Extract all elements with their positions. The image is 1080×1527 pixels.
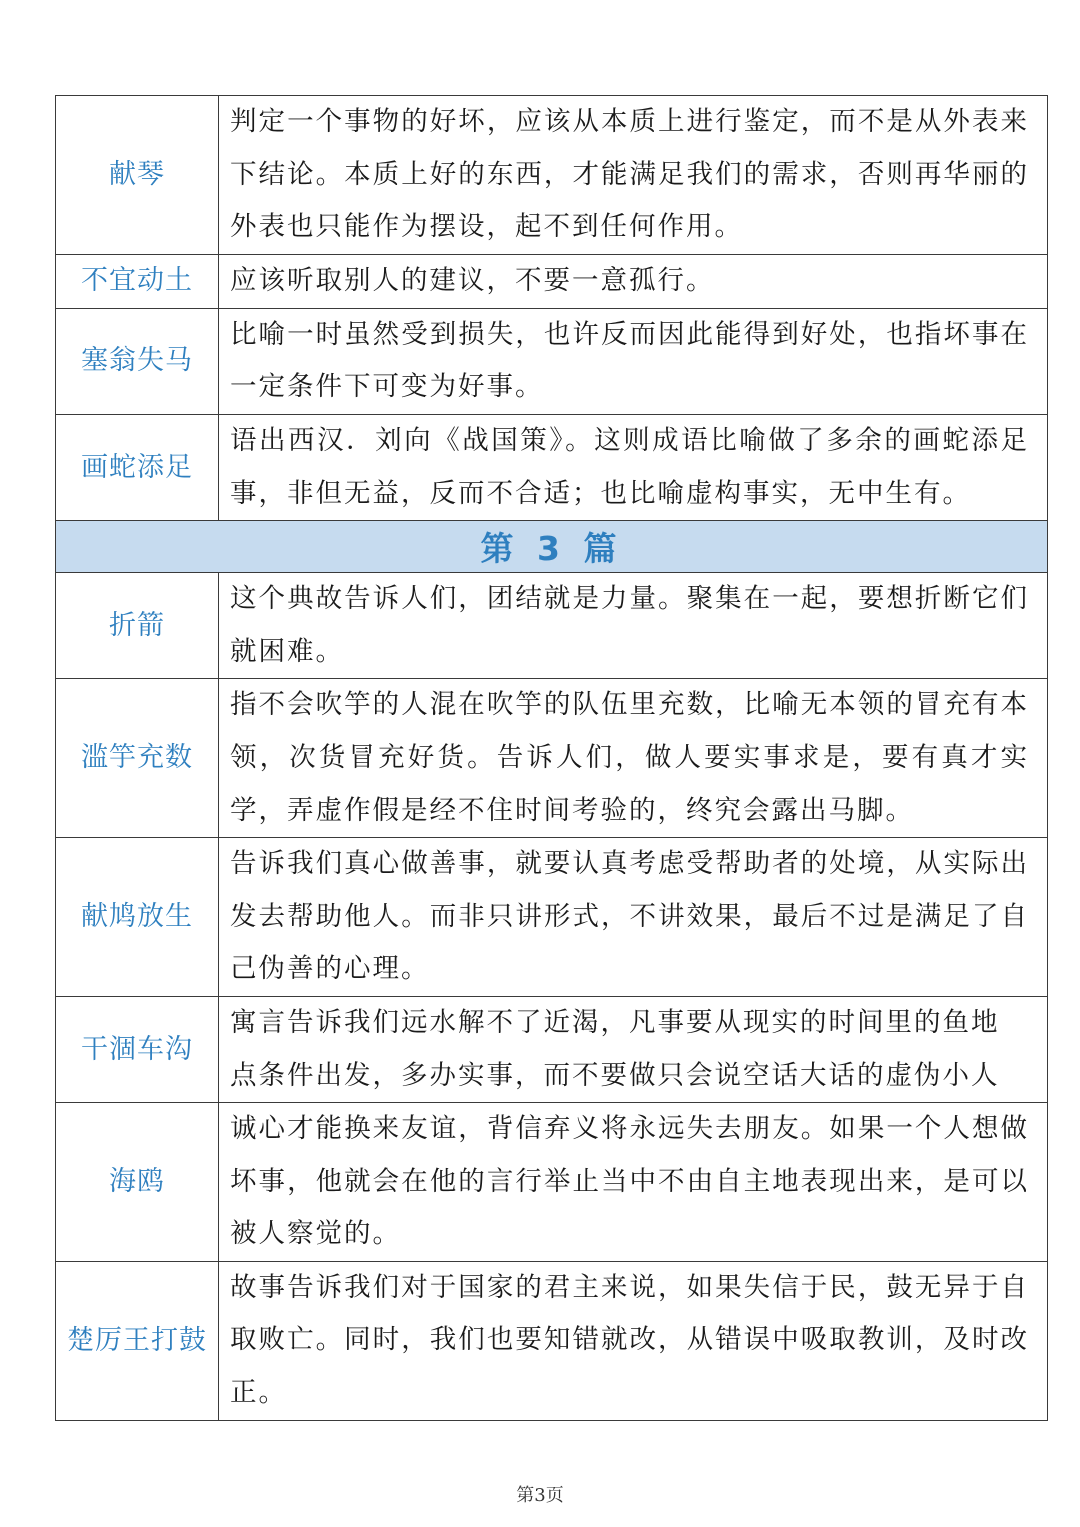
fable-table xyxy=(55,95,1048,1421)
desc-cell: 指不会吹竽的人混在吹竽的队伍里充数，比喻无本领的冒充有本领，次货冒充好货。告诉人们，做人要实事求是，要有真才实学，弄虚作假是经不住时间考验的，终究会露出马脚。 xyxy=(219,679,1048,838)
table-row xyxy=(56,573,1048,679)
desc-cell: 应该听取别人的建议，不要一意孤行。 xyxy=(219,254,1048,308)
desc-cell: 诚心才能换来友谊，背信弃义将永远失去朋友。如果一个人想做坏事，他就会在他的言行举止当中不由自主地表现出来，是可以被人察觉的。 xyxy=(219,1103,1048,1262)
table-row xyxy=(56,308,1048,414)
table-row xyxy=(56,414,1048,520)
section-title: 第 3 篇 xyxy=(56,521,1048,573)
desc-cell: 语出西汉．刘向《战国策》。这则成语比喻做了多余的画蛇添足 事，非但无益，反而不合适；也比喻虚构事实，无中生有。 xyxy=(219,414,1048,520)
term-cell: 画蛇添足 xyxy=(56,414,219,520)
table-row xyxy=(56,838,1048,997)
table-row xyxy=(56,96,1048,255)
desc-line: 寓言告诉我们远水解不了近渴，凡事要从现实的时间里的鱼地 xyxy=(230,1006,1000,1038)
term-cell: 干涸车沟 xyxy=(56,996,219,1102)
term-cell: 海鸥 xyxy=(56,1103,219,1262)
desc-cell: 判定一个事物的好坏，应该从本质上进行鉴定，而不是从外表来下结论。本质上好的东西，才能满足我们的需求，否则再华丽的外表也只能作为摆设，起不到任何作用。 xyxy=(219,96,1048,255)
term-cell: 楚厉王打鼓 xyxy=(56,1261,219,1420)
term-cell: 滥竽充数 xyxy=(56,679,219,838)
section-header-row xyxy=(56,521,1048,573)
table-row xyxy=(56,254,1048,308)
desc-cell: 这个典故告诉人们，团结就是力量。聚集在一起，要想折断它们就困难。 xyxy=(219,573,1048,679)
desc-cell: 故事告诉我们对于国家的君主来说，如果失信于民，鼓无异于自取败亡。同时，我们也要知错就改，从错误中吸取教训，及时改正。 xyxy=(219,1261,1048,1420)
desc-cell: 告诉我们真心做善事，就要认真考虑受帮助者的处境，从实际出发去帮助他人。而非只讲形式，不讲效果，最后不过是满足了自己伪善的心理。 xyxy=(219,838,1048,997)
table-row xyxy=(56,1261,1048,1420)
desc-cell xyxy=(219,996,1048,1102)
term-cell: 折箭 xyxy=(56,573,219,679)
term-cell: 塞翁失马 xyxy=(56,308,219,414)
term-cell: 献琴 xyxy=(56,96,219,255)
term-cell: 献鸠放生 xyxy=(56,838,219,997)
table-row xyxy=(56,996,1048,1102)
page-number: 第3页 xyxy=(516,1485,564,1506)
desc-cell: 比喻一时虽然受到损失，也许反而因此能得到好处，也指坏事在一定条件下可变为好事。 xyxy=(219,308,1048,414)
term-cell: 不宜动土 xyxy=(56,254,219,308)
desc-line: 点条件出发，多办实事，而不要做只会说空话大话的虚伪小人 xyxy=(230,1059,1000,1091)
table-row xyxy=(56,1103,1048,1262)
table-row xyxy=(56,679,1048,838)
